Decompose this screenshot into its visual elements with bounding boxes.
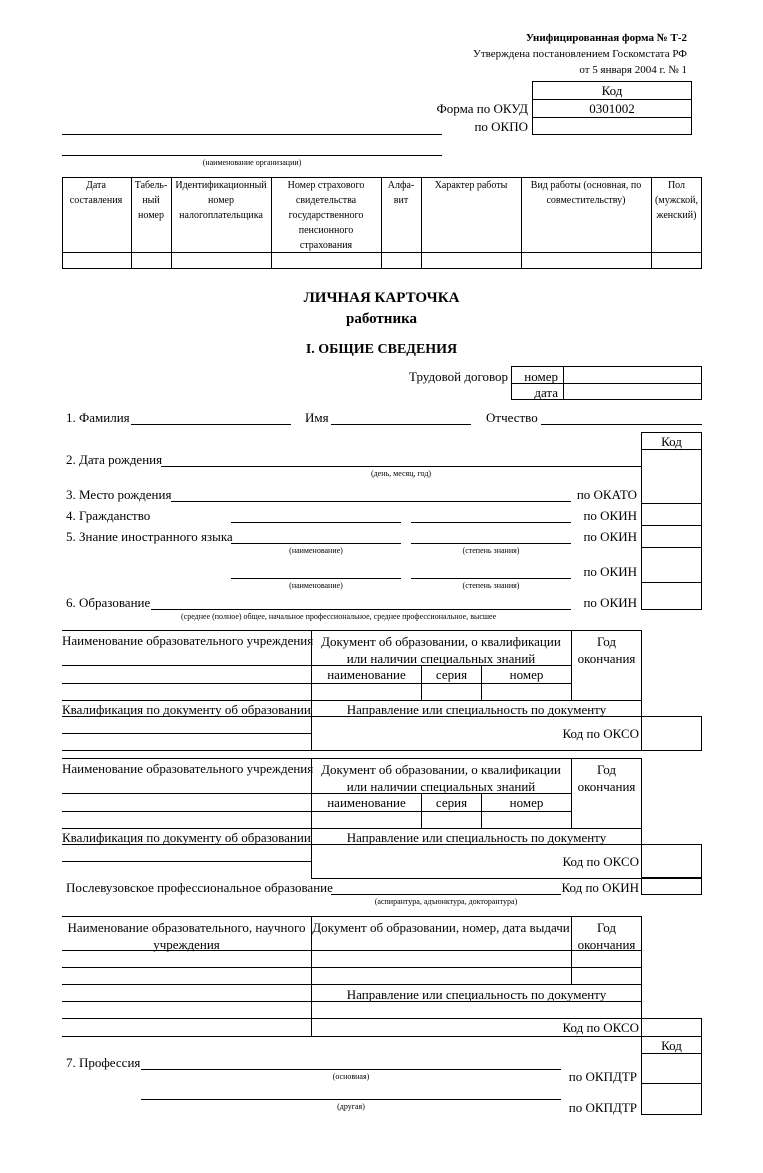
language-name-caption-2: (наименование) xyxy=(289,581,343,590)
patronymic-field[interactable] xyxy=(541,424,702,425)
edu2-document-header: Документ об образовании, о квалификации или наличии специальных знаний xyxy=(321,762,561,794)
edu1-number-header: номер xyxy=(509,667,544,682)
birth-date-field[interactable] xyxy=(161,466,641,467)
education-label: 6. Образование xyxy=(66,595,151,610)
birth-place-field[interactable] xyxy=(171,501,571,502)
postgrad-okin-label: Код по ОКИН xyxy=(561,880,639,895)
language-level-field[interactable] xyxy=(411,543,571,544)
language-level-caption: (степень знания) xyxy=(462,546,520,555)
edu2-institution-header: Наименование образовательного учреждения xyxy=(62,761,314,776)
birth-date-label: 2. Дата рождения xyxy=(66,452,163,467)
language-level-field-2[interactable] xyxy=(411,578,571,579)
citizenship-label: 4. Гражданство xyxy=(66,508,151,523)
citizenship-field-2[interactable] xyxy=(411,522,571,523)
edu1-direction-header: Направление или специальность по документу xyxy=(346,702,607,717)
postgrad-document-header: Документ об образовании, номер, дата выдачи xyxy=(312,920,570,935)
edu1-institution-header: Наименование образовательного учреждения xyxy=(62,633,314,648)
org-line-2[interactable] xyxy=(62,155,442,156)
approved-date: от 5 января 2004 г. № 1 xyxy=(579,64,687,76)
postgrad-field[interactable] xyxy=(331,894,561,895)
th-work-character: Характер работы xyxy=(434,180,508,191)
th-alphabet: Алфа-вит xyxy=(387,180,415,206)
name-label: Имя xyxy=(305,410,329,425)
postgrad-okin-box[interactable] xyxy=(641,877,702,895)
okud-value[interactable]: 0301002 xyxy=(589,101,635,116)
language-name-caption: (наименование) xyxy=(289,546,343,555)
edu1-docname-header: наименование xyxy=(327,667,406,682)
profession-other-field[interactable] xyxy=(141,1099,561,1100)
card-subtitle: работника xyxy=(345,311,417,327)
card-title: ЛИЧНАЯ КАРТОЧКА xyxy=(303,290,460,306)
language-label: 5. Знание иностранного языка xyxy=(66,529,233,544)
edu2-number-header: номер xyxy=(509,795,544,810)
postgrad-year-header: Год окончания xyxy=(577,920,636,952)
patronymic-label: Отчество xyxy=(486,410,538,425)
th-snils: Номер страхового свидетельства государственного пенсионного страхования xyxy=(287,180,365,251)
section-title: I. ОБЩИЕ СВЕДЕНИЯ xyxy=(305,342,458,357)
language-okin: по ОКИН xyxy=(583,529,637,544)
edu1-year-header: Год окончания xyxy=(577,634,636,666)
edu1-qualification-header: Квалификация по документу об образовании xyxy=(62,702,311,717)
contract-number-label: номер xyxy=(524,369,558,384)
general-code-header: Код xyxy=(661,434,682,449)
surname-field[interactable] xyxy=(131,424,291,425)
general-code-column xyxy=(641,432,702,610)
th-work-type: Вид работы (основная, по совместительству) xyxy=(530,180,642,206)
contract-date-label: дата xyxy=(534,385,558,400)
language-okin-2: по ОКИН xyxy=(583,564,637,579)
edu1-document-header: Документ об образовании, о квалификации или наличии специальных знаний xyxy=(321,634,561,666)
codes-header: Код xyxy=(601,83,623,98)
edu2-okso-label: Код по ОКСО xyxy=(562,854,639,869)
birth-date-caption: (день, месяц, год) xyxy=(370,469,432,478)
th-tab-number: Табель-ный номер xyxy=(134,180,168,221)
edu2-docname-header: наименование xyxy=(327,795,406,810)
name-field[interactable] xyxy=(331,424,471,425)
okud-label: Форма по ОКУД xyxy=(436,101,528,116)
profession-other-caption: (другая) xyxy=(337,1102,365,1111)
profession-main-field[interactable] xyxy=(141,1069,561,1070)
postgrad-caption: (аспирантура, адъюнктура, докторантура) xyxy=(374,897,518,906)
postgrad-institution-header: Наименование образовательного, научного учреждения xyxy=(67,920,306,952)
org-line-1[interactable] xyxy=(62,134,442,135)
birth-place-label: 3. Место рождения xyxy=(66,487,172,502)
education-field[interactable] xyxy=(151,609,571,610)
profession-main-caption: (основная) xyxy=(332,1072,370,1081)
language-name-field-2[interactable] xyxy=(231,578,401,579)
education-caption: (среднее (полное) общее, начальное профессиональное, среднее профессиональное, высшее xyxy=(181,612,497,621)
citizenship-field[interactable] xyxy=(231,522,401,523)
postgrad-label: Послевузовское профессиональное образование xyxy=(66,880,333,895)
okato-label: по ОКАТО xyxy=(576,487,637,502)
th-date: Дата составления xyxy=(69,180,123,206)
contract-label: Трудовой договор xyxy=(409,369,508,384)
edu1-series-header: серия xyxy=(435,667,468,682)
citizenship-okin: по ОКИН xyxy=(583,508,637,523)
profession-code-header: Код xyxy=(661,1038,682,1053)
language-name-field[interactable] xyxy=(231,543,401,544)
edu2-series-header: серия xyxy=(435,795,468,810)
postgrad-okso-label: Код по ОКСО xyxy=(562,1020,639,1035)
th-inn: Идентификационный номер налогоплательщика xyxy=(175,180,267,221)
profession-other-okpdtr: по ОКПДТР xyxy=(568,1100,637,1115)
edu2-direction-header: Направление или специальность по документу xyxy=(346,830,607,845)
profession-main-okpdtr: по ОКПДТР xyxy=(568,1069,637,1084)
form-name: Унифицированная форма № Т-2 xyxy=(525,32,687,44)
language-level-caption-2: (степень знания) xyxy=(462,581,520,590)
education-okin: по ОКИН xyxy=(583,595,637,610)
approved-text: Утверждена постановлением Госкомстата РФ xyxy=(473,48,687,60)
edu2-qualification-header: Квалификация по документу об образовании xyxy=(62,830,311,845)
edu2-year-header: Год окончания xyxy=(577,762,636,794)
surname-label: 1. Фамилия xyxy=(66,410,130,425)
edu1-okso-label: Код по ОКСО xyxy=(562,726,639,741)
org-caption: (наименование организации) xyxy=(202,158,302,167)
okpo-label: по ОКПО xyxy=(474,119,528,134)
postgrad-direction-header: Направление или специальность по документу xyxy=(346,987,607,1002)
profession-label: 7. Профессия xyxy=(66,1055,141,1070)
th-sex: Пол (мужской, женский) xyxy=(655,180,698,221)
